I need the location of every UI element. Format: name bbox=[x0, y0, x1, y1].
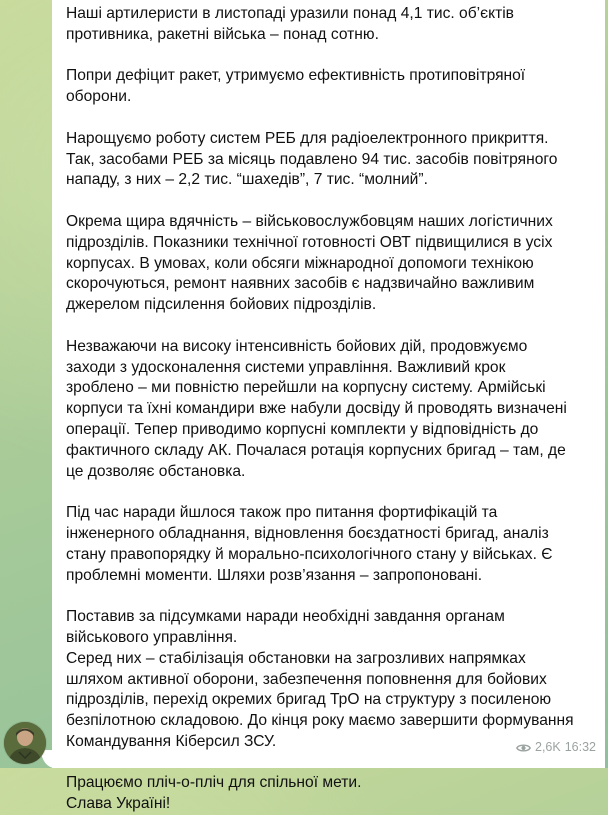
avatar[interactable] bbox=[4, 722, 46, 764]
views-count: 2,6K bbox=[535, 740, 561, 754]
message-time: 16:32 bbox=[564, 740, 596, 754]
message-meta bbox=[516, 740, 596, 754]
message-paragraph: Поставив за підсумками наради необхідні завдання органам військового управління. Серед них – стабілізація обстановки на загрозливих напрямках шляхом активної оборони, забезпечення поповнення для бойових підрозділів, перехід окремих бригад ТрО на структуру з посиленою безпілотною складовою. До кінця року маємо завершити формування Командування Кіберсил ЗСУ. bbox=[66, 608, 574, 750]
message-paragraph: Працюємо пліч-о-пліч для спільної мети. Слава Україні! bbox=[66, 774, 362, 813]
message-paragraph: Попри дефіцит ракет, утримуємо ефективність протиповітряної оборони. bbox=[66, 67, 526, 106]
eye-icon bbox=[516, 742, 531, 752]
message-paragraph: Незважаючи на високу інтенсивність бойових дій, продовжуємо заходи з удосконалення системи управління. Важливий крок зроблено – ми повністю перейшли на корпусну систему. Армійські корпуси та їхні командири вже набули досвіду й проводять визначені операції. Тепер приводимо корпусні комплекти у відповідність до фактичного складу АК. Почалася ротація корпусних бригад – там, де це дозволяє обстановка. bbox=[66, 337, 567, 480]
message-paragraph: Наші артилеристи в листопаді уразили понад 4,1 тис. об’єктів противника, ракетні війська – понад сотню. bbox=[66, 5, 514, 43]
message-paragraph: Окрема щира вдячність – військовослужбовцям наших логістичних підрозділів. Показники технічної готовності ОВТ підвищилися в усіх корпусах. В умовах, коли обсяги міжнародної допомоги технікою скорочуються, ремонт наявних засобів є надзвичайно важливим джерелом підсилення бойових підрозділів. bbox=[66, 212, 553, 314]
message-text bbox=[66, 4, 596, 815]
message-paragraph: Нарощуємо роботу систем РЕБ для радіоелектронного прикриття. Так, засобами РЕБ за місяць подавлено 94 тис. засобів повітряного нападу, з них – 2,2 тис. “шахедів”, 7 тис. “молний”. bbox=[66, 129, 558, 189]
message-paragraph: Під час наради йшлося також про питання фортифікацій та інженерного обладнання, відновлення боєздатності бригад, аналіз стану правопорядку й морально-психологічного стану у військах. Є проблемні моменти. Шляхи розв’язання – запропоновані. bbox=[66, 504, 553, 584]
